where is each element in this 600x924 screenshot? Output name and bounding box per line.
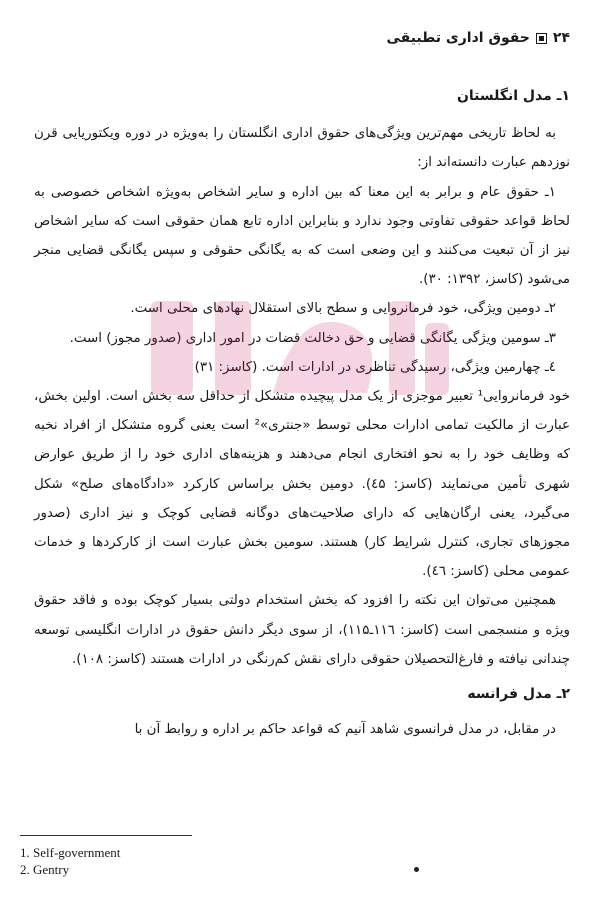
page-number: ۲۴ — [552, 30, 570, 46]
list-item-3: ۳ـ سومین ویژگی یگانگی قضایی و حق دخالت قضات در امور اداری (صدور مجوز) است. — [69, 330, 556, 346]
square-bullet-icon — [536, 33, 547, 44]
running-header — [386, 30, 570, 46]
self-government-paragraph: خود فرمانروایی¹ تعبیر موجزی از یک مدل پیچیده متشکل از حداقل سه بخش است. اولین بخش، عبارت از مالکیت تمامی ادارات محلی توسط «جنتری»² است یعنی گروه متشکل از افراد نخبه که وظایف خود را به نحو افتخاری انجام می‌دهند و هزینه‌های اداری خود را از طریق عوارض شهری تأمین می‌نمایند (کاسز: ٤۵). دومین بخش براساس کارکرد «دادگاه‌های صلح» شکل می‌گیرد، یعنی ارگان‌هایی که دارای صلاحیت‌های دوگانه قضایی کوچک و نیز اداری (صدور مجوزهای تجاری، کنترل شرایط کار) هستند. سومین بخش عبارت است از کارکردها و خدمات عمومی محلی (کاسز: ٤٦). — [34, 389, 571, 580]
footnote-divider — [20, 835, 192, 836]
intro-paragraph: به لحاظ تاریخی مهم‌ترین ویژگی‌های حقوق اداری انگلستان را به‌ویژه در دوره ویکتوریایی قرن نوزدهم عبارت دانسته‌اند از: — [34, 126, 570, 171]
france-paragraph: در مقابل، در مدل فرانسوی شاهد آنیم که قواعد حاکم بر اداره و روابط آن با — [134, 722, 556, 738]
civil-service-paragraph: همچنین می‌توان این نکته را افزود که بخش استخدام دولتی بسیار کوچک بوده و فاقد حقوق ویژه و منسجمی است (کاسز: ۱۱٦ـ۱۱۵)، از سوی دیگر دانش حقوق در ادارات انگلیسی توسعه چندانی نیافته و فارغ‌التحصیلان حقوقی دارای نقش کم‌رنگی در ادارات هستند (کاسز: ۱۰۸). — [34, 593, 570, 667]
footnote-1: 1. Self-government — [20, 845, 121, 860]
section-heading-france: ۲ـ مدل فرانسه — [467, 686, 570, 703]
list-item-4: ٤ـ چهارمین ویژگی، رسیدگی تناظری در ادارات است. (کاسز: ۳۱) — [194, 359, 556, 375]
page-body — [34, 82, 570, 744]
footnotes — [20, 844, 120, 878]
list-item-1: ۱ـ حقوق عام و برابر به این معنا که بین اداره و سایر اشخاص به‌ویژه اشخاص خصوصی به لحاظ قواعد حقوقی تفاوتی وجود ندارد و بنابراین اداره تابع همان حقوقی است که سایر اشخاص نیز از آن تبعیت می‌کنند و این وضعی است که به یگانگی حقوقی و سپس یگانگی قضایی منجر می‌شود (کاسز، ۱۳۹۲: ۳۰). — [34, 184, 570, 288]
list-item-2: ۲ـ دومین ویژگی، خود فرمانروایی و سطح بالای استقلال نهادهای محلی است. — [130, 301, 556, 317]
section-heading-england: ۱ـ مدل انگلستان — [456, 88, 570, 104]
footnote-2: 2. Gentry — [20, 862, 70, 877]
page-mark-dot — [414, 867, 419, 872]
book-title: حقوق اداری تطبیقی — [386, 30, 530, 46]
